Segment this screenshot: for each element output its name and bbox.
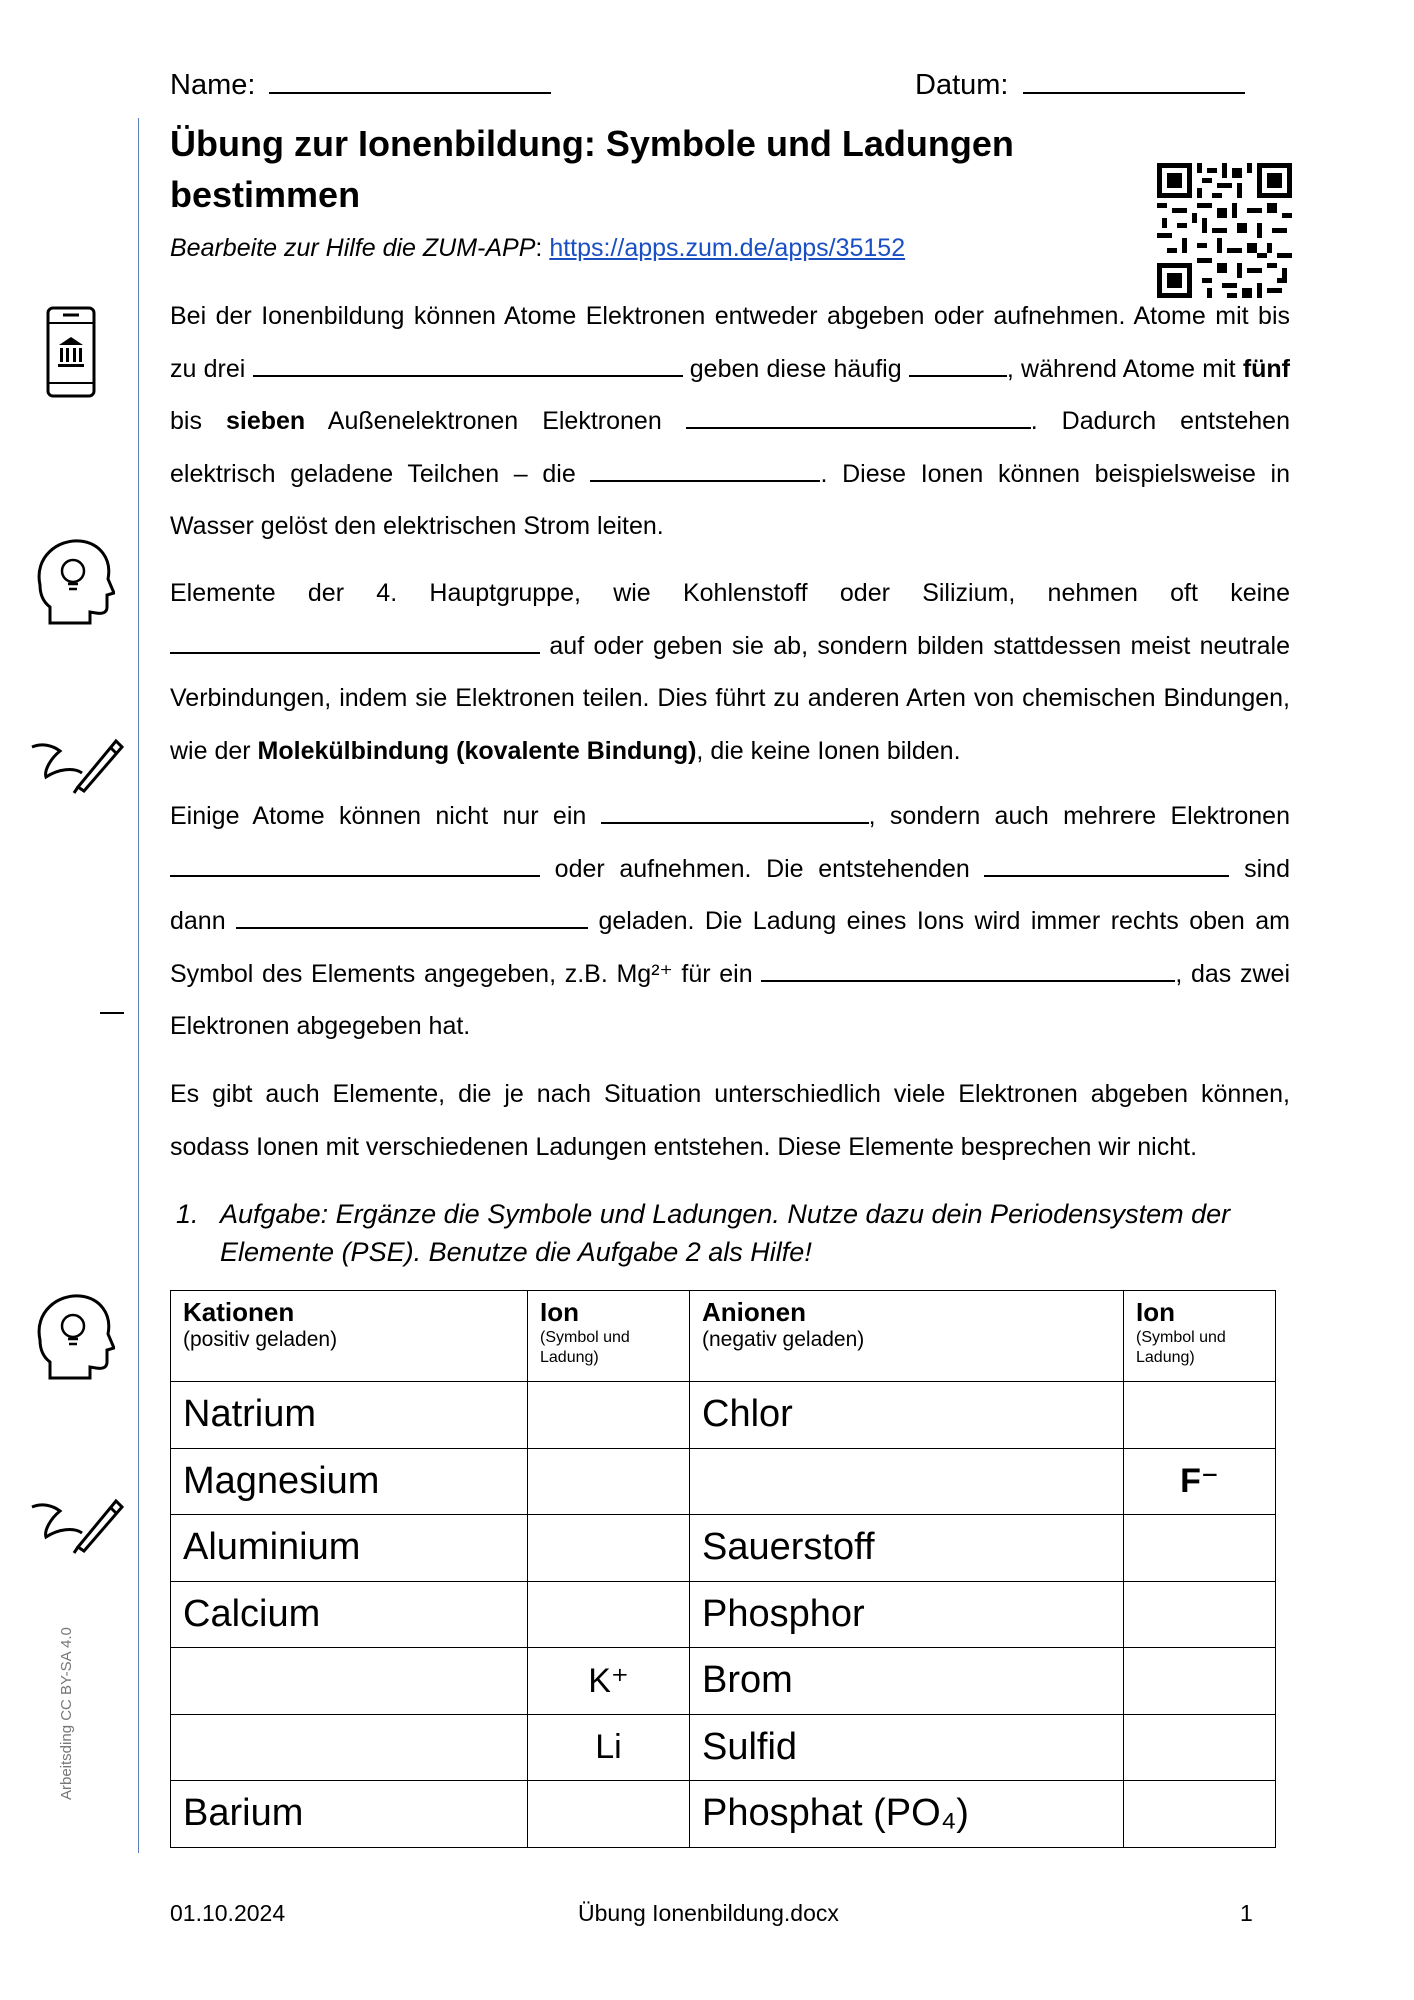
anion-ion-input[interactable] [1124,1382,1276,1449]
date-blank[interactable] [1023,68,1245,94]
footer-filename: Übung Ionenbildung.docx [578,1900,839,1926]
blank-8[interactable] [984,851,1229,877]
anion-cell: Phosphor [690,1581,1124,1648]
subtitle-text: Bearbeite zur Hilfe die ZUM-APP [170,234,536,262]
footer-date: 01.10.2024 [170,1900,286,1926]
paragraph-3 [170,790,1290,1053]
table-header-row [171,1291,1276,1382]
p2-text: Elemente der 4. Hauptgruppe, wie Kohlenstoff oder Silizium, nehmen oft keine [170,579,1290,607]
anion-ion-input[interactable] [1124,1581,1276,1648]
date-field [915,68,1245,102]
header-ion-anion [1124,1291,1276,1382]
p1-bold: sieben [225,407,306,435]
table-row [171,1581,1276,1648]
blank-1[interactable] [253,351,683,377]
blank-6[interactable] [601,798,869,824]
anion-cell: Sulfid [690,1714,1124,1781]
header-ion-kation [528,1291,690,1382]
task-text: Aufgabe: Ergänze die Symbole und Ladungen. Nutze dazu dein Periodensystem der Elemente (PSE). Benutze die Aufgabe 2 als Hilfe! [220,1199,1231,1267]
kation-cell: Magnesium [171,1448,528,1515]
header-kationen [171,1291,528,1382]
anion-ion-input[interactable] [1124,1781,1276,1848]
anion-cell[interactable] [690,1448,1124,1515]
anion-ion-input[interactable] [1124,1648,1276,1715]
paragraph-1 [170,290,1290,553]
kation-ion-input[interactable] [528,1382,690,1449]
p1-text: Bei der Ionenbildung können Atome Elektronen entweder abgeben oder aufnehmen. Atome mit bis zu drei [170,302,1290,383]
header-main: Kationen [183,1297,295,1327]
p1-text: Außenelektronen Elektronen [327,407,662,435]
p2-bold: Molekülbindung (kovalente Bindung) [257,736,697,765]
paragraph-2 [170,567,1290,777]
p1-text: geben diese häufig [689,354,902,383]
ion-table [170,1290,1276,1848]
page-title: Übung zur Ionenbildung: Symbole und Ladungen bestimmen [170,123,1014,215]
head-lightbulb-icon [30,1290,115,1380]
blank-2[interactable] [909,351,1007,377]
zum-app-link[interactable]: https://apps.zum.de/apps/35152 [549,234,906,262]
p3-text: , das zwei Elektronen abgegeben hat. [170,959,1291,1040]
p1-bold: fünf [1242,354,1291,383]
name-label: Name: [170,69,256,101]
blank-3[interactable] [686,403,1031,429]
anion-cell: Chlor [690,1382,1124,1449]
blank-4[interactable] [590,456,820,482]
header-main: Anionen [702,1297,806,1327]
header-main: Ion [540,1297,579,1327]
date-label: Datum: [915,69,1009,101]
blank-9[interactable] [236,903,588,929]
paragraph-4: Es gibt auch Elemente, die je nach Situation unterschiedlich viele Elektronen abgeben können, sodass Ionen mit verschiedenen Ladungen entstehen. Diese Elemente besprechen wir nicht. [170,1080,1290,1161]
blank-10[interactable] [761,956,1175,982]
table-row [171,1781,1276,1848]
kation-ion-cell: Li [528,1714,690,1781]
kation-cell: Aluminium [171,1515,528,1582]
anion-cell: Phosphat (PO₄) [690,1781,1124,1848]
header-sub: (negativ geladen) [702,1328,865,1351]
p1-text: . Diese Ionen können beispielsweise in Wasser gelöst den elektrischen Strom leiten. [170,459,1291,540]
kation-ion-input[interactable] [528,1448,690,1515]
kation-ion-input[interactable] [528,1515,690,1582]
header-anionen [690,1291,1124,1382]
header-main: Ion [1136,1297,1175,1327]
name-field [170,68,551,102]
p3-text: sind dann [170,854,1290,935]
header-sub: (Symbol und Ladung) [540,1329,630,1366]
header-sub: (Symbol und Ladung) [1136,1329,1226,1366]
qr-code-icon[interactable] [1157,163,1292,298]
anion-ion-input[interactable] [1124,1515,1276,1582]
table-row [171,1382,1276,1449]
table-row [171,1714,1276,1781]
p1-text: , während Atome mit [1006,354,1236,383]
kation-cell[interactable] [171,1648,528,1715]
smartphone-museum-icon [30,305,102,401]
blank-7[interactable] [170,851,540,877]
table-row [171,1515,1276,1582]
p3-text: Einige Atome können nicht nur ein [170,802,587,830]
kation-cell: Natrium [171,1382,528,1449]
kation-cell: Barium [171,1781,528,1848]
footer-page-number: 1 [1240,1900,1253,1926]
task-number: 1. [176,1199,199,1229]
p3-text: geladen. Die Ladung eines Ions wird immer rechts oben am Symbol des Elements angegeben, z.B. Mg²⁺ für ein [170,907,1290,988]
pen-writing-icon [30,725,125,795]
anion-ion-input[interactable] [1124,1714,1276,1781]
blank-5[interactable] [170,628,540,654]
header-sub: (positiv geladen) [183,1328,338,1351]
pen-writing-icon [30,1485,125,1555]
kation-ion-input[interactable] [528,1781,690,1848]
kation-cell: Calcium [171,1581,528,1648]
table-row [171,1648,1276,1715]
name-blank[interactable] [269,68,551,94]
margin-dash [100,1012,124,1014]
anion-cell: Brom [690,1648,1124,1715]
p1-text: bis [170,407,202,435]
license-text: Arbeitsding CC BY-SA 4.0 [58,1627,75,1800]
anion-cell: Sauerstoff [690,1515,1124,1582]
subtitle-separator: : [535,234,543,262]
p2-text: , die keine Ionen bilden. [696,736,961,765]
table-row [171,1448,1276,1515]
p3-text: , sondern auch mehrere Elektronen [868,802,1290,830]
margin-line [138,118,139,1853]
anion-ion-cell: F⁻ [1124,1448,1276,1515]
subtitle [170,234,905,263]
kation-ion-cell: K⁺ [528,1648,690,1715]
p1-text: . Dadurch entstehen elektrisch geladene Teilchen – die [170,407,1290,488]
p2-text: auf oder geben sie ab, sondern bilden stattdessen meist neutrale Verbindungen, indem sie Elektronen teilen. Dies führt zu anderen Arten von chemischen Bindungen, wie der [170,631,1291,765]
kation-ion-input[interactable] [528,1581,690,1648]
head-lightbulb-icon [30,535,115,625]
kation-cell[interactable] [171,1714,528,1781]
p3-text: oder aufnehmen. Die entstehenden [554,854,970,883]
